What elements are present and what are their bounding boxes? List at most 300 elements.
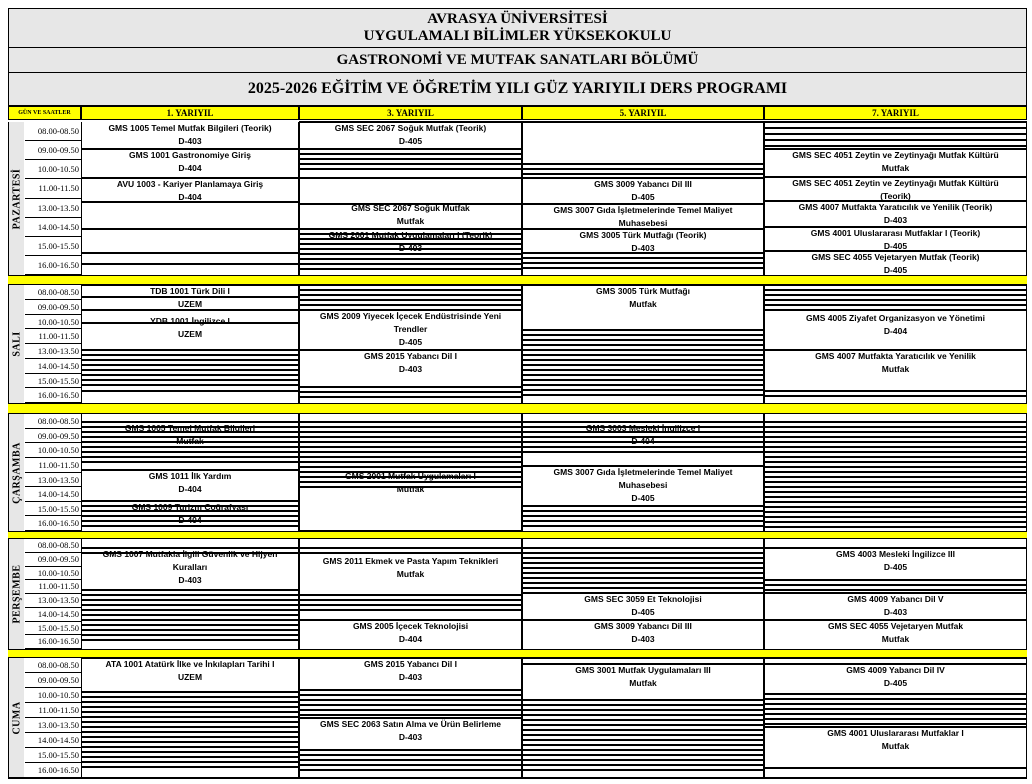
day-separator xyxy=(8,531,1027,539)
course-cell xyxy=(522,178,764,204)
course-name: GMS 4007 Mutfakta Yaratıcılık ve Yenilik xyxy=(815,351,976,361)
course-location: D-405 xyxy=(631,192,655,202)
course-name: GMS 1001 Gastronomiye Giriş xyxy=(129,150,251,160)
day-name: SALI xyxy=(11,331,22,357)
time-slot: 13.00-13.50 xyxy=(25,473,81,488)
course-location: D-403 xyxy=(398,243,423,253)
cell-divider xyxy=(764,121,1027,123)
cell-divider xyxy=(81,364,299,366)
course-cell xyxy=(522,466,764,506)
time-slot: 14.00-14.50 xyxy=(25,733,81,748)
cell-divider xyxy=(522,729,764,731)
course-location: D-403 xyxy=(631,634,655,644)
cell-divider xyxy=(522,121,764,123)
course-name: GMS 3009 Yabancı Dil III xyxy=(594,179,692,189)
cell-divider xyxy=(764,299,1027,301)
time-slot: 08.00-08.50 xyxy=(25,285,81,300)
course-location: D-405 xyxy=(883,562,908,572)
time-slot: 09.00-09.50 xyxy=(25,429,81,444)
cell-divider xyxy=(764,309,1027,311)
time-slot: 08.00-08.50 xyxy=(25,539,81,553)
cell-divider xyxy=(522,173,764,175)
column-header-sem7: 7. YARIYIL xyxy=(764,106,1027,120)
course-name: GMS 2001 Mutfak Uygulamaları I xyxy=(345,471,476,481)
cell-divider xyxy=(764,127,1027,129)
course-location: D-403 xyxy=(883,607,908,617)
course-location: Mutfak xyxy=(881,163,910,173)
cell-divider xyxy=(299,289,522,291)
course-location: UZEM xyxy=(177,672,203,682)
time-slot: 11.00-11.50 xyxy=(25,329,81,344)
course-location: Muhasebesi xyxy=(618,480,668,490)
cell-divider xyxy=(299,604,522,606)
cell-divider xyxy=(81,741,299,743)
cell-divider xyxy=(764,476,1027,478)
course-cell xyxy=(522,664,764,700)
course-location: Mutfak xyxy=(176,436,204,446)
cell-divider xyxy=(522,739,764,741)
cell-divider xyxy=(522,262,764,264)
time-slot: 10.00-10.50 xyxy=(25,688,81,703)
course-name: AVU 1003 - Kariyer Planlamaya Giriş xyxy=(116,179,264,189)
cell-divider xyxy=(299,253,522,255)
course-location: D-405 xyxy=(883,678,908,688)
cell-divider xyxy=(764,466,1027,468)
cell-divider xyxy=(299,694,522,696)
cell-divider xyxy=(81,736,299,738)
time-slot: 11.00-11.50 xyxy=(25,458,81,473)
day-label-cell xyxy=(8,658,24,778)
course-location: Mutfak xyxy=(396,569,425,579)
cell-divider xyxy=(81,609,299,611)
university-name: AVRASYA ÜNİVERSİTESİ xyxy=(427,11,608,27)
time-slot: 10.00-10.50 xyxy=(25,567,81,581)
cell-divider xyxy=(764,718,1027,720)
course-location: Kuralları xyxy=(172,562,208,572)
cell-divider xyxy=(522,749,764,751)
cell-divider xyxy=(299,754,522,756)
day-label-cell xyxy=(8,414,24,531)
cell-divider xyxy=(299,769,522,771)
cell-divider xyxy=(764,436,1027,438)
course-location: Mutfak xyxy=(881,364,910,374)
cell-divider xyxy=(81,614,299,616)
cell-divider xyxy=(764,294,1027,296)
course-cell xyxy=(299,620,522,650)
course-cell xyxy=(299,555,522,595)
cell-divider xyxy=(522,582,764,584)
cell-divider xyxy=(764,506,1027,508)
cell-divider xyxy=(764,446,1027,448)
course-cell xyxy=(764,548,1027,580)
cell-divider xyxy=(81,228,299,230)
cell-divider xyxy=(299,764,522,766)
cell-divider xyxy=(522,744,764,746)
course-location: D-403 xyxy=(631,243,655,253)
course-cell xyxy=(299,350,522,387)
course-cell xyxy=(764,149,1027,177)
cell-divider xyxy=(764,304,1027,306)
course-name: GMS 1005 Temel Mutfak Bilgileri xyxy=(124,423,256,433)
course-name: GMS SEC 4051 Zeytin ve Zeytinyağı Mutfak Kültürü xyxy=(792,150,999,160)
course-cell xyxy=(764,201,1027,227)
cell-divider xyxy=(299,709,522,711)
time-slot: 09.00-09.50 xyxy=(25,673,81,688)
cell-divider xyxy=(81,629,299,631)
time-slot: 11.00-11.50 xyxy=(25,580,81,594)
cell-divider xyxy=(764,708,1027,710)
cell-divider xyxy=(522,525,764,527)
cell-divider xyxy=(522,547,764,549)
cell-divider xyxy=(764,431,1027,433)
time-slot: 16.00-16.50 xyxy=(25,516,81,531)
cell-divider xyxy=(764,395,1027,397)
course-name: GMS 3009 Yabancı Dil III xyxy=(594,621,692,631)
course-cell xyxy=(764,620,1027,650)
cell-divider xyxy=(522,163,764,165)
cell-divider xyxy=(299,451,522,453)
course-name: GMS 2015 Yabancı Dil I xyxy=(364,351,457,361)
cell-divider xyxy=(81,390,299,392)
course-location: Mutfak xyxy=(629,299,657,309)
course-name: GMS 3007 Gıda İşletmelerinde Temel Maliyet xyxy=(553,467,733,477)
course-name: GMS SEC 4055 Vejetaryen Mutfak (Teorik) xyxy=(811,252,980,262)
cell-divider xyxy=(81,354,299,356)
cell-divider xyxy=(764,441,1027,443)
course-cell xyxy=(81,315,299,345)
time-slot: 14.00-14.50 xyxy=(25,218,81,237)
cell-divider xyxy=(764,486,1027,488)
cell-divider xyxy=(81,604,299,606)
course-cell xyxy=(522,204,764,229)
cell-divider xyxy=(522,704,764,706)
cell-divider xyxy=(299,263,522,265)
cell-divider xyxy=(81,696,299,698)
course-cell xyxy=(764,593,1027,620)
course-name: GMS 4009 Yabancı Dil V xyxy=(847,594,944,604)
cell-divider xyxy=(764,451,1027,453)
course-name: GMS 2011 Ekmek ve Pasta Yapım Teknikleri xyxy=(322,556,499,566)
course-cell xyxy=(81,178,299,202)
course-name: GMS 3003 Mesleki İngilizce I xyxy=(585,423,701,433)
cell-divider xyxy=(764,589,1027,591)
cell-divider xyxy=(764,584,1027,586)
course-name: GMS SEC 4055 Vejetaryen Mutfak xyxy=(827,621,964,631)
time-slot: 13.00-13.50 xyxy=(25,718,81,733)
cell-divider xyxy=(81,359,299,361)
header-block xyxy=(8,8,1027,48)
cell-divider xyxy=(299,441,522,443)
course-location: UZEM xyxy=(177,329,203,339)
day-name: ÇARŞAMBA xyxy=(11,441,22,504)
course-cell xyxy=(299,718,522,750)
course-location: UZEM xyxy=(177,299,203,309)
cell-divider xyxy=(522,349,764,351)
cell-divider xyxy=(764,526,1027,528)
cell-divider xyxy=(522,552,764,554)
course-location: D-403 xyxy=(178,575,202,585)
day-separator xyxy=(8,649,1027,658)
course-name: YDB 1001 İngilizce I xyxy=(150,316,230,326)
cell-divider xyxy=(522,359,764,361)
course-location: Mutfak xyxy=(396,484,425,494)
course-name: GMS 2009 Yiyecek İçecek Endüstrisinde Yeni xyxy=(319,311,502,321)
course-cell xyxy=(81,501,299,531)
day-name: PAZARTESİ xyxy=(11,168,22,229)
school-name: UYGULAMALI BİLİMLER YÜKSEKOKULU xyxy=(363,28,672,44)
course-name: GMS 3007 Gıda İşletmelerinde Temel Maliyet xyxy=(553,205,733,215)
course-cell xyxy=(764,251,1027,276)
course-name: ATA 1001 Atatürk İlke ve İnkılapları Tarihi I xyxy=(105,659,275,669)
course-name: GMS 4009 Yabancı Dil IV xyxy=(846,665,945,675)
time-slot: 13.00-13.50 xyxy=(25,594,81,608)
course-name: GMS 4001 Uluslararası Mutfaklar I xyxy=(827,728,964,738)
cell-divider xyxy=(299,552,522,554)
course-location: D-403 xyxy=(398,732,423,742)
time-slot: 08.00-08.50 xyxy=(25,122,81,141)
cell-divider xyxy=(764,496,1027,498)
cell-divider xyxy=(522,339,764,341)
time-slot: 16.00-16.50 xyxy=(25,256,81,275)
cell-divider xyxy=(522,759,764,761)
time-slot: 13.00-13.50 xyxy=(25,344,81,359)
cell-divider xyxy=(764,521,1027,523)
column-header-sem3: 3. YARIYIL xyxy=(299,106,522,120)
cell-divider xyxy=(522,515,764,517)
cell-divider xyxy=(764,133,1027,135)
course-location: D-405 xyxy=(631,493,655,503)
course-cell xyxy=(764,312,1027,345)
course-cell xyxy=(764,177,1027,201)
cell-divider xyxy=(81,252,299,254)
course-name: GMS SEC 3059 Et Teknolojisi xyxy=(584,594,702,604)
course-location: D-405 xyxy=(631,607,655,617)
cell-divider xyxy=(81,751,299,753)
course-name: GMS SEC 2067 Soğuk Mutfak xyxy=(351,203,470,213)
cell-divider xyxy=(81,731,299,733)
course-name: GMS 4007 Mutfakta Yaratıcılık ve Yenilik (Teorik) xyxy=(798,202,993,212)
course-cell xyxy=(81,149,299,178)
course-location: D-405 xyxy=(883,241,908,251)
cell-divider xyxy=(299,436,522,438)
cell-divider xyxy=(81,756,299,758)
course-cell xyxy=(299,310,522,350)
course-location: D-403 xyxy=(398,672,423,682)
course-name: GMS 3005 Türk Mutfağı (Teorik) xyxy=(579,230,707,240)
cell-divider xyxy=(764,139,1027,141)
cell-divider xyxy=(764,511,1027,513)
cell-divider xyxy=(522,754,764,756)
cell-divider xyxy=(81,746,299,748)
cell-divider xyxy=(764,698,1027,700)
department-name: GASTRONOMİ VE MUTFAK SANATLARI BÖLÜMÜ xyxy=(336,52,699,68)
cell-divider xyxy=(764,516,1027,518)
course-cell xyxy=(522,593,764,620)
cell-divider xyxy=(522,577,764,579)
cell-divider xyxy=(764,713,1027,715)
course-cell xyxy=(764,350,1027,391)
course-location: (Teorik) xyxy=(880,191,911,201)
cell-divider xyxy=(764,461,1027,463)
course-name: GMS 1011 İlk Yardım xyxy=(148,471,232,481)
cell-divider xyxy=(299,609,522,611)
course-cell xyxy=(299,122,522,164)
cell-divider xyxy=(81,349,299,351)
course-location: Mutfak xyxy=(629,678,657,688)
course-name: GMS SEC 2063 Satın Alma ve Ürün Belirleme xyxy=(319,719,502,729)
cell-divider xyxy=(299,759,522,761)
cell-divider xyxy=(522,394,764,396)
course-location: D-404 xyxy=(178,484,202,494)
course-location: D-404 xyxy=(883,326,908,336)
course-location: Mutfak xyxy=(881,634,910,644)
course-location: Trendler xyxy=(393,324,428,334)
time-slot: 10.00-10.50 xyxy=(25,315,81,330)
cell-divider xyxy=(764,703,1027,705)
cell-divider xyxy=(299,299,522,301)
cell-divider xyxy=(522,354,764,356)
cell-divider xyxy=(299,446,522,448)
course-location: D-403 xyxy=(178,136,202,146)
cell-divider xyxy=(81,701,299,703)
cell-divider xyxy=(81,619,299,621)
course-location: D-404 xyxy=(178,192,202,202)
column-header-sem1: 1. YARIYIL xyxy=(81,106,299,120)
cell-divider xyxy=(299,421,522,423)
course-name: GMS 1005 Temel Mutfak Bilgileri (Teorik) xyxy=(108,123,272,133)
cell-divider xyxy=(81,624,299,626)
course-location: D-404 xyxy=(178,515,202,525)
cell-divider xyxy=(764,481,1027,483)
day-label-cell xyxy=(8,122,24,275)
cell-divider xyxy=(522,267,764,269)
course-cell xyxy=(299,202,522,229)
cell-divider xyxy=(764,491,1027,493)
cell-divider xyxy=(299,547,522,549)
cell-divider xyxy=(299,431,522,433)
cell-divider xyxy=(81,726,299,728)
course-cell xyxy=(299,658,522,690)
course-location: D-405 xyxy=(398,136,423,146)
day-name: PERŞEMBE xyxy=(11,564,22,624)
course-name: GMS 1007 Mutfakla İlgili Güvenlik ve Hijyen xyxy=(102,549,278,559)
cell-divider xyxy=(764,289,1027,291)
day-name: CUMA xyxy=(11,701,22,735)
time-slot: 09.00-09.50 xyxy=(25,300,81,315)
time-slot: 16.00-16.50 xyxy=(25,635,81,649)
cell-divider xyxy=(299,396,522,398)
time-slot: 09.00-09.50 xyxy=(25,553,81,567)
cell-divider xyxy=(764,456,1027,458)
cell-divider xyxy=(764,501,1027,503)
cell-divider xyxy=(81,374,299,376)
course-cell xyxy=(81,658,299,692)
course-location: Mutfak xyxy=(881,741,910,751)
cell-divider xyxy=(81,706,299,708)
cell-divider xyxy=(81,369,299,371)
course-name: GMS SEC 4051 Zeytin ve Zeytinyağı Mutfak Kültürü xyxy=(792,178,999,188)
time-slot: 15.00-15.50 xyxy=(25,502,81,517)
cell-divider xyxy=(299,456,522,458)
cell-divider xyxy=(299,704,522,706)
cell-divider xyxy=(522,257,764,259)
cell-divider xyxy=(522,510,764,512)
course-cell xyxy=(522,422,764,460)
cell-divider xyxy=(522,572,764,574)
cell-divider xyxy=(299,699,522,701)
cell-divider xyxy=(81,379,299,381)
time-slot: 13.00-13.50 xyxy=(25,199,81,218)
cell-divider xyxy=(522,389,764,391)
course-location: D-405 xyxy=(398,337,423,347)
cell-divider xyxy=(764,145,1027,147)
cell-divider xyxy=(522,369,764,371)
cell-divider xyxy=(81,263,299,265)
time-slot: 11.00-11.50 xyxy=(25,179,81,198)
course-name: GMS 4005 Ziyafet Organizasyon ve Yönetimi xyxy=(806,313,985,323)
department-header xyxy=(8,47,1027,73)
cell-divider xyxy=(81,761,299,763)
course-cell xyxy=(81,548,299,590)
cell-divider xyxy=(299,714,522,716)
cell-divider xyxy=(522,364,764,366)
time-slot: 16.00-16.50 xyxy=(25,388,81,403)
cell-divider xyxy=(522,769,764,771)
day-label-cell xyxy=(8,539,24,649)
cell-divider xyxy=(299,258,522,260)
course-location: Muhasebesi xyxy=(618,218,668,228)
time-slot: 14.00-14.50 xyxy=(25,608,81,622)
course-name: GMS 4001 Uluslararası Mutfaklar I (Teorik) xyxy=(810,228,981,238)
course-location: D-403 xyxy=(883,215,908,225)
column-header-day-time: GÜN VE SAATLER xyxy=(8,106,81,120)
cell-divider xyxy=(81,384,299,386)
cell-divider xyxy=(522,384,764,386)
time-slot: 10.00-10.50 xyxy=(25,160,81,179)
course-name: GMS 2001 Mutfak Uygulamaları I (Teorik) xyxy=(328,230,493,240)
time-slot: 15.00-15.50 xyxy=(25,622,81,636)
column-header-sem5: 5. YARIYIL xyxy=(522,106,764,120)
cell-divider xyxy=(522,734,764,736)
cell-divider xyxy=(522,520,764,522)
course-location: D-404 xyxy=(178,163,202,173)
time-slot: 08.00-08.50 xyxy=(25,414,81,429)
cell-divider xyxy=(299,461,522,463)
cell-divider xyxy=(81,716,299,718)
time-slot: 10.00-10.50 xyxy=(25,443,81,458)
day-separator xyxy=(8,403,1027,414)
cell-divider xyxy=(764,426,1027,428)
cell-divider xyxy=(764,723,1027,725)
course-cell xyxy=(81,285,299,310)
cell-divider xyxy=(522,587,764,589)
course-name: TDB 1001 Türk Dili I xyxy=(150,286,230,296)
cell-divider xyxy=(522,344,764,346)
cell-divider xyxy=(81,721,299,723)
cell-divider xyxy=(522,557,764,559)
time-slot: 16.00-16.50 xyxy=(25,763,81,778)
day-separator xyxy=(8,275,1027,285)
time-slot: 08.00-08.50 xyxy=(25,658,81,673)
cell-divider xyxy=(522,379,764,381)
time-slot: 14.00-14.50 xyxy=(25,487,81,502)
course-cell xyxy=(764,227,1027,251)
cell-divider xyxy=(299,391,522,393)
cell-divider xyxy=(299,294,522,296)
cell-divider xyxy=(522,374,764,376)
cell-divider xyxy=(81,711,299,713)
cell-divider xyxy=(299,599,522,601)
